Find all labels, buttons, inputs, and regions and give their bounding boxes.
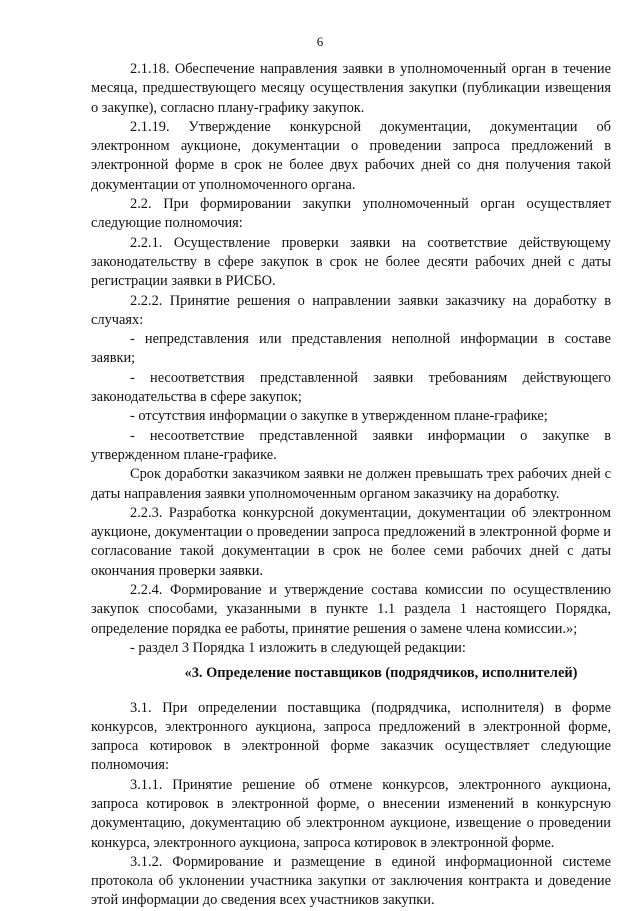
paragraph-3-1-1: 3.1.1. Принятие решение об отмене конкурсов, электронного аукциона, запроса котировок в электронной форме, о внесении изменений в конкурсную документацию, документацию об электронном аукционе, извещение о проведении конкурса, электронного аукциона, запроса котировок в электронной форме. (91, 776, 611, 851)
paragraph-3-1: 3.1. При определении поставщика (подрядчика, исполнителя) в форме конкурсов, электронного аукциона, запроса предложений в электронной форме, запроса котировок в электронной форме заказчик осуществляет следующие полномочия: (91, 699, 611, 774)
paragraph-2-2-4: 2.2.4. Формирование и утверждение состава комиссии по осуществлению закупок способами, указанными в пункте 1.1 раздела 1 настоящего Порядка, определение порядка ее работы, принятие решения о замене члена комиссии.»; (91, 582, 611, 637)
paragraph-2-1-19: 2.1.19. Утверждение конкурсной документации, документации об электронном аукционе, документации о проведении запроса предложений в электронной форме в срок не более двух рабочих дней со дня получения такой документации от уполномоченного органа. (91, 118, 611, 193)
paragraph-2-2-3: 2.2.3. Разработка конкурсной документации, документации об электронном аукционе, документации о проведении запроса предложений в электронной форме и согласование такой документации в срок не более семи рабочих дней с даты окончания проверки заявки. (91, 504, 611, 579)
list-item-case-1: - непредставления или представления неполной информации в составе заявки; (91, 331, 611, 367)
section-3-heading: «3. Определение поставщиков (подрядчиков, исполнителей) (184, 665, 578, 682)
list-item-case-3: - отсутствия информации о закупке в утвержденном плане-графике; (130, 408, 548, 425)
page-number: 6 (316, 34, 324, 49)
paragraph-section-3-instruction: - раздел 3 Порядка 1 изложить в следующей редакции: (130, 639, 466, 656)
paragraph-3-1-2: 3.1.2. Формирование и размещение в единой информационной системе протокола об уклонении участника закупки от заключения контракта и доведение этой информации до сведения всех участников закупки. (91, 853, 611, 909)
paragraph-2-2: 2.2. При формировании закупки уполномоченный орган осуществляет следующие полномочия: (91, 196, 611, 232)
paragraph-deadline: Срок доработки заказчиком заявки не должен превышать трех рабочих дней с даты направления заявки уполномоченным органом заказчику на доработку. (91, 466, 611, 502)
list-item-case-2: - несоответствия представленной заявки требованиям действующего законодательства в сфере закупок; (91, 369, 611, 406)
document-body (91, 60, 611, 911)
paragraph-2-2-2: 2.2.2. Принятие решения о направлении заявки заказчику на доработку в случаях: (91, 292, 611, 328)
paragraph-2-2-1: 2.2.1. Осуществление проверки заявки на соответствие действующему законодательству в сфере закупок в срок не более десяти рабочих дней с даты регистрации заявки в РИСБО. (91, 234, 611, 290)
list-item-case-4: - несоответствие представленной заявки информации о закупке в утвержденном плане-графике. (91, 427, 611, 463)
paragraph-2-1-18: 2.1.18. Обеспечение направления заявки в уполномоченный орган в течение месяца, предшествующего месяцу осуществления закупки (публикации извещения о закупке), согласно плану-графику закупок. (91, 61, 611, 116)
